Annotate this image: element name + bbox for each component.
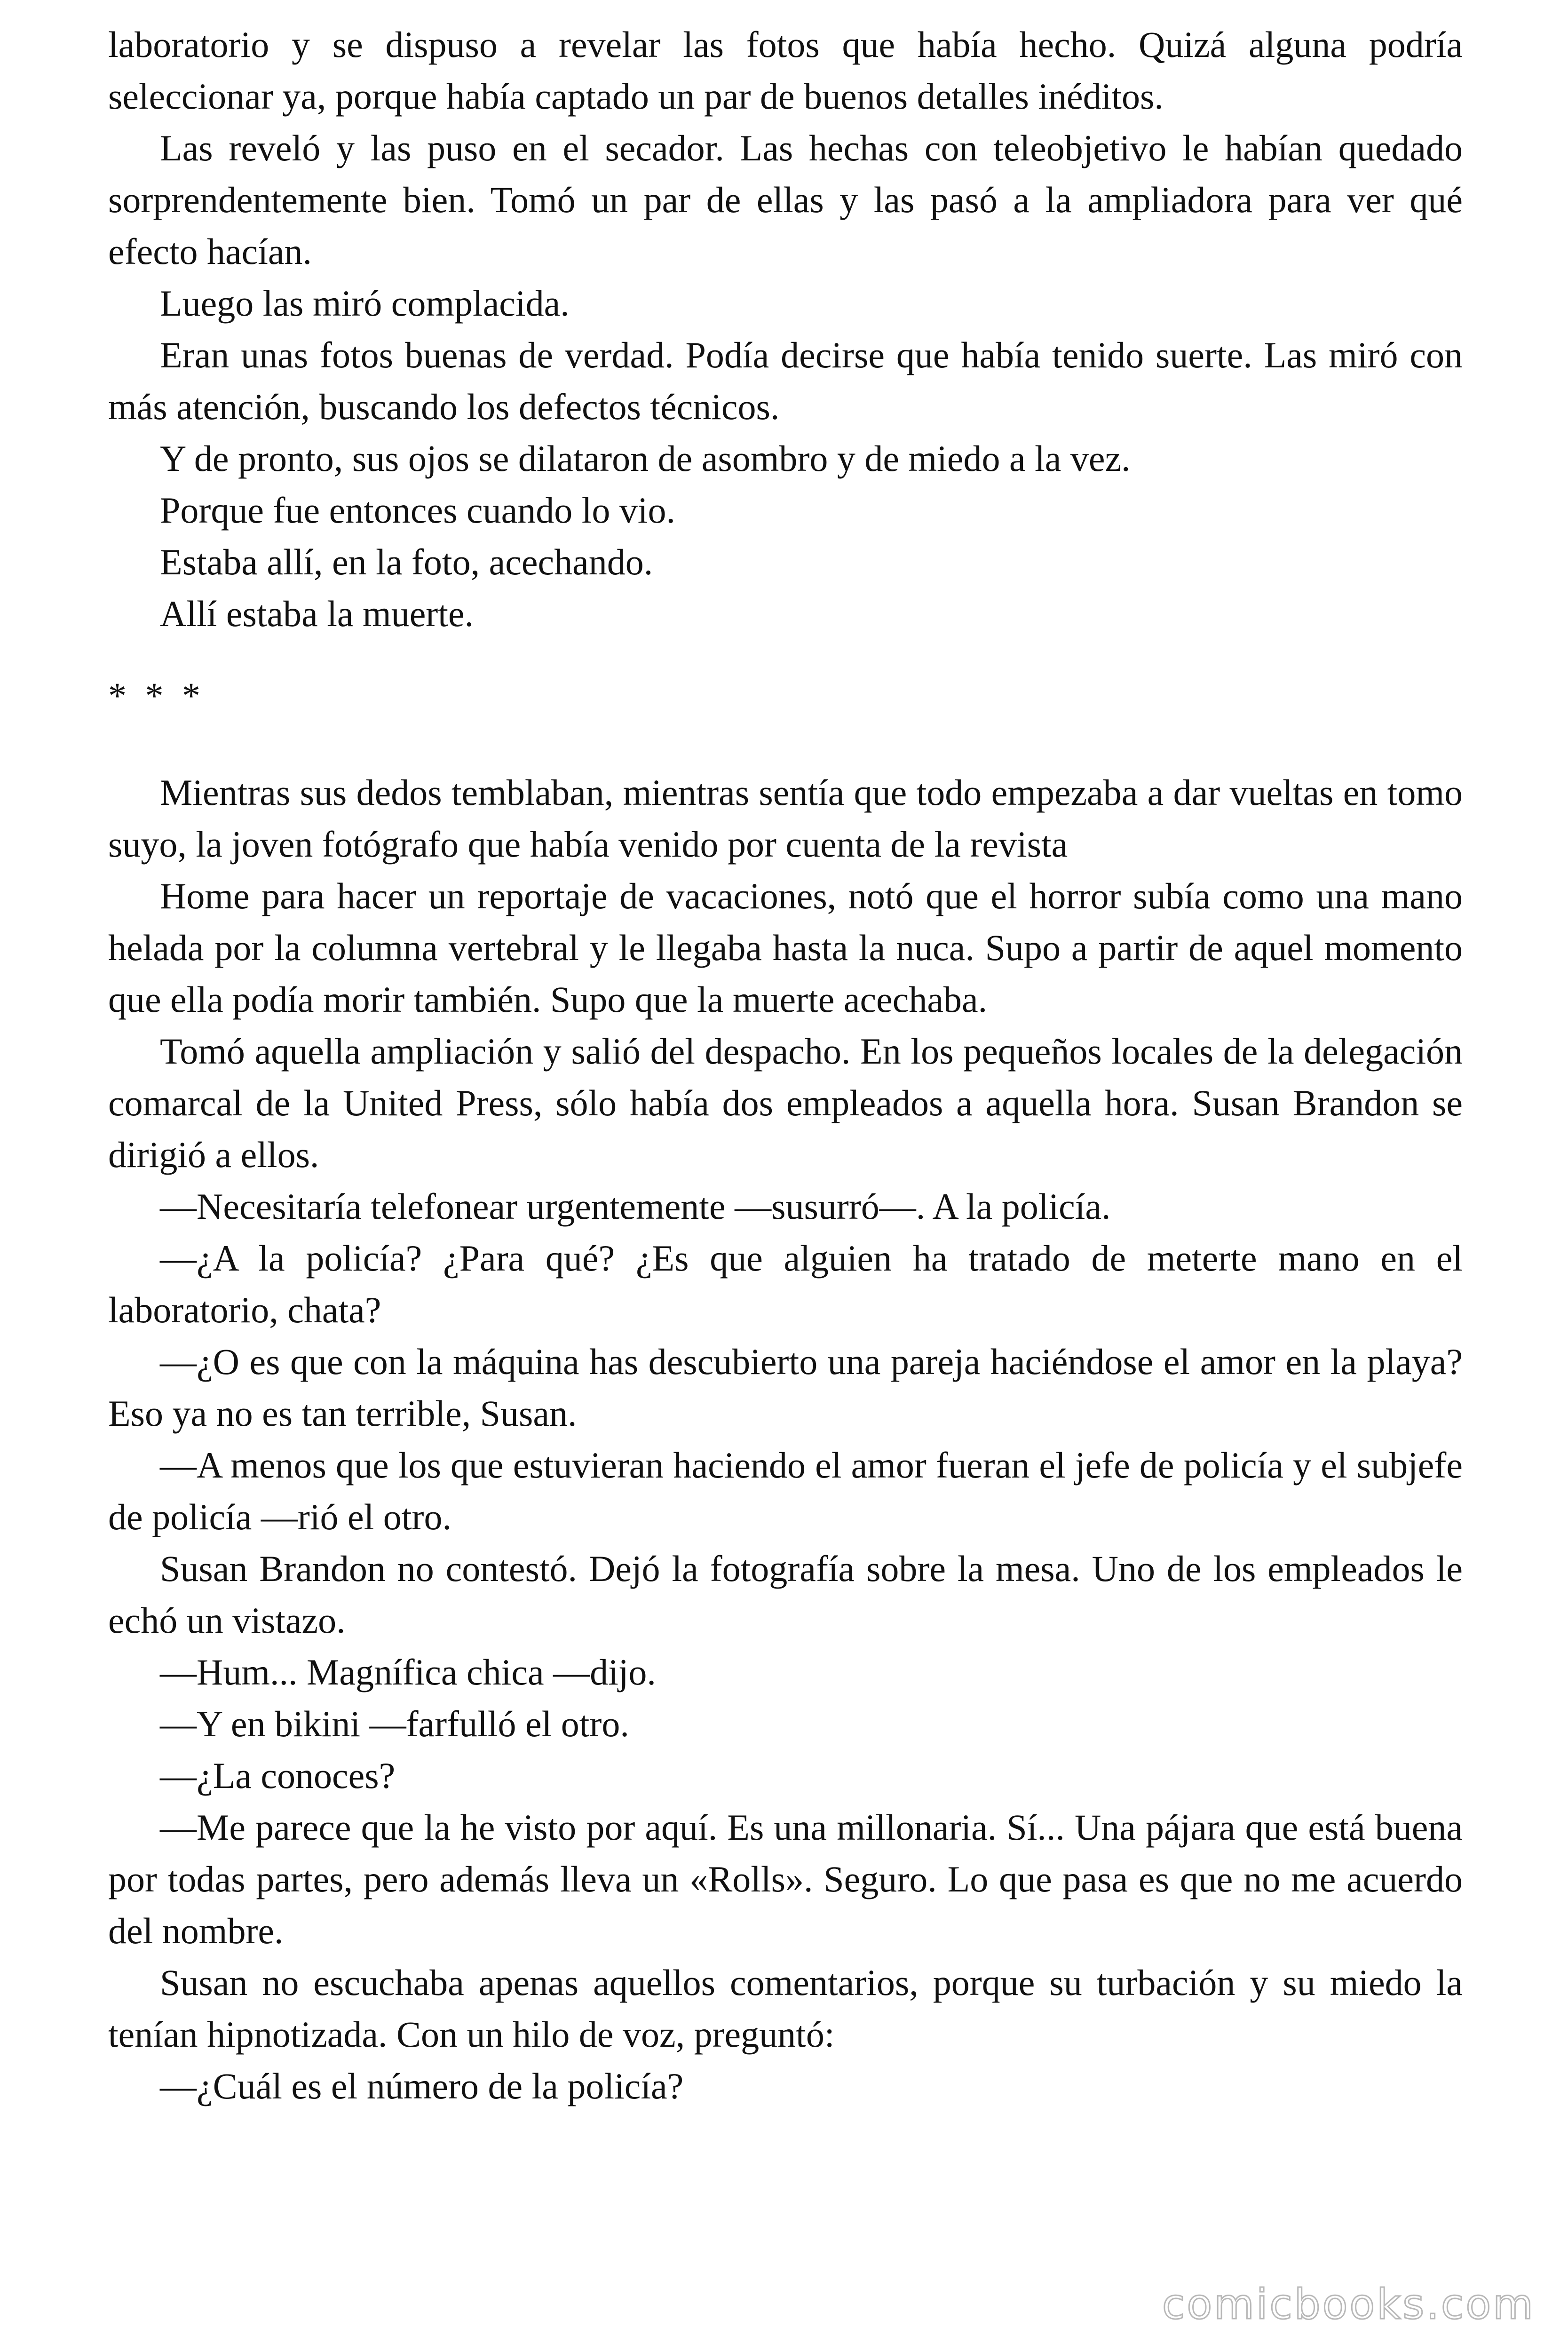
paragraph: Allí estaba la muerte. <box>160 593 474 634</box>
paragraph: —¿O es que con la máquina has descubierto una pareja haciéndose el amor en la playa? Eso ya no es tan terrible, Susan. <box>108 1341 1463 1434</box>
paragraph: Home para hacer un reportaje de vacaciones, notó que el horror subía como una mano helada por la columna vertebral y le llegaba hasta la nuca. Supo a partir de aquel momento que ella podía morir también. Supo que la muerte acechaba. <box>108 875 1463 1020</box>
paragraph: Mientras sus dedos temblaban, mientras sentía que todo empezaba a dar vueltas en tomo suyo, la joven fotógrafo que había venido por cuenta de la revista <box>108 772 1463 865</box>
paragraph: Las reveló y las puso en el secador. Las hechas con teleobjetivo le habían quedado sorprendentemente bien. Tomó un par de ellas y las pasó a la ampliadora para ver qué efecto hacían. <box>108 127 1463 272</box>
paragraph: —A menos que los que estuvieran haciendo el amor fueran el jefe de policía y el subjefe de policía —rió el otro. <box>108 1445 1463 1537</box>
paragraph: —Y en bikini —farfulló el otro. <box>160 1703 629 1744</box>
paragraph: Tomó aquella ampliación y salió del despacho. En los pequeños locales de la delegación comarcal de la United Press, sólo había dos empleados a aquella hora. Susan Brandon se dirigió a ellos. <box>108 1031 1463 1175</box>
paragraph: —¿Cuál es el número de la policía? <box>160 2066 684 2106</box>
paragraph: Y de pronto, sus ojos se dilataron de asombro y de miedo a la vez. <box>160 438 1131 479</box>
paragraph: —¿La conoces? <box>160 1755 396 1796</box>
paragraph: —Hum... Magnífica chica —dijo. <box>160 1652 656 1692</box>
page-text <box>108 19 1463 2112</box>
paragraph: Susan no escuchaba apenas aquellos comentarios, porque su turbación y su miedo la tenían hipnotizada. Con un hilo de voz, preguntó: <box>108 1962 1463 2055</box>
paragraph: Luego las miró complacida. <box>160 283 570 324</box>
watermark: comicbooks.com <box>1162 2280 1535 2328</box>
section-separator: * * * <box>108 675 205 716</box>
paragraph: —Necesitaría telefonear urgentemente —susurró—. A la policía. <box>160 1186 1111 1227</box>
paragraph: Porque fue entonces cuando lo vio. <box>160 490 676 531</box>
paragraph: laboratorio y se dispuso a revelar las fotos que había hecho. Quizá alguna podría seleccionar ya, porque había captado un par de buenos detalles inéditos. <box>108 24 1463 117</box>
paragraph: Estaba allí, en la foto, acechando. <box>160 541 653 582</box>
paragraph: —¿A la policía? ¿Para qué? ¿Es que alguien ha tratado de meterte mano en el laboratorio, chata? <box>108 1238 1463 1330</box>
paragraph: —Me parece que la he visto por aquí. Es una millonaria. Sí... Una pájara que está buena por todas partes, pero además lleva un «Rolls». Seguro. Lo que pasa es que no me acuerdo del nombre. <box>108 1807 1463 1951</box>
paragraph: Eran unas fotos buenas de verdad. Podía decirse que había tenido suerte. Las miró con más atención, buscando los defectos técnicos. <box>108 334 1463 427</box>
paragraph: Susan Brandon no contestó. Dejó la fotografía sobre la mesa. Uno de los empleados le echó un vistazo. <box>108 1548 1463 1641</box>
